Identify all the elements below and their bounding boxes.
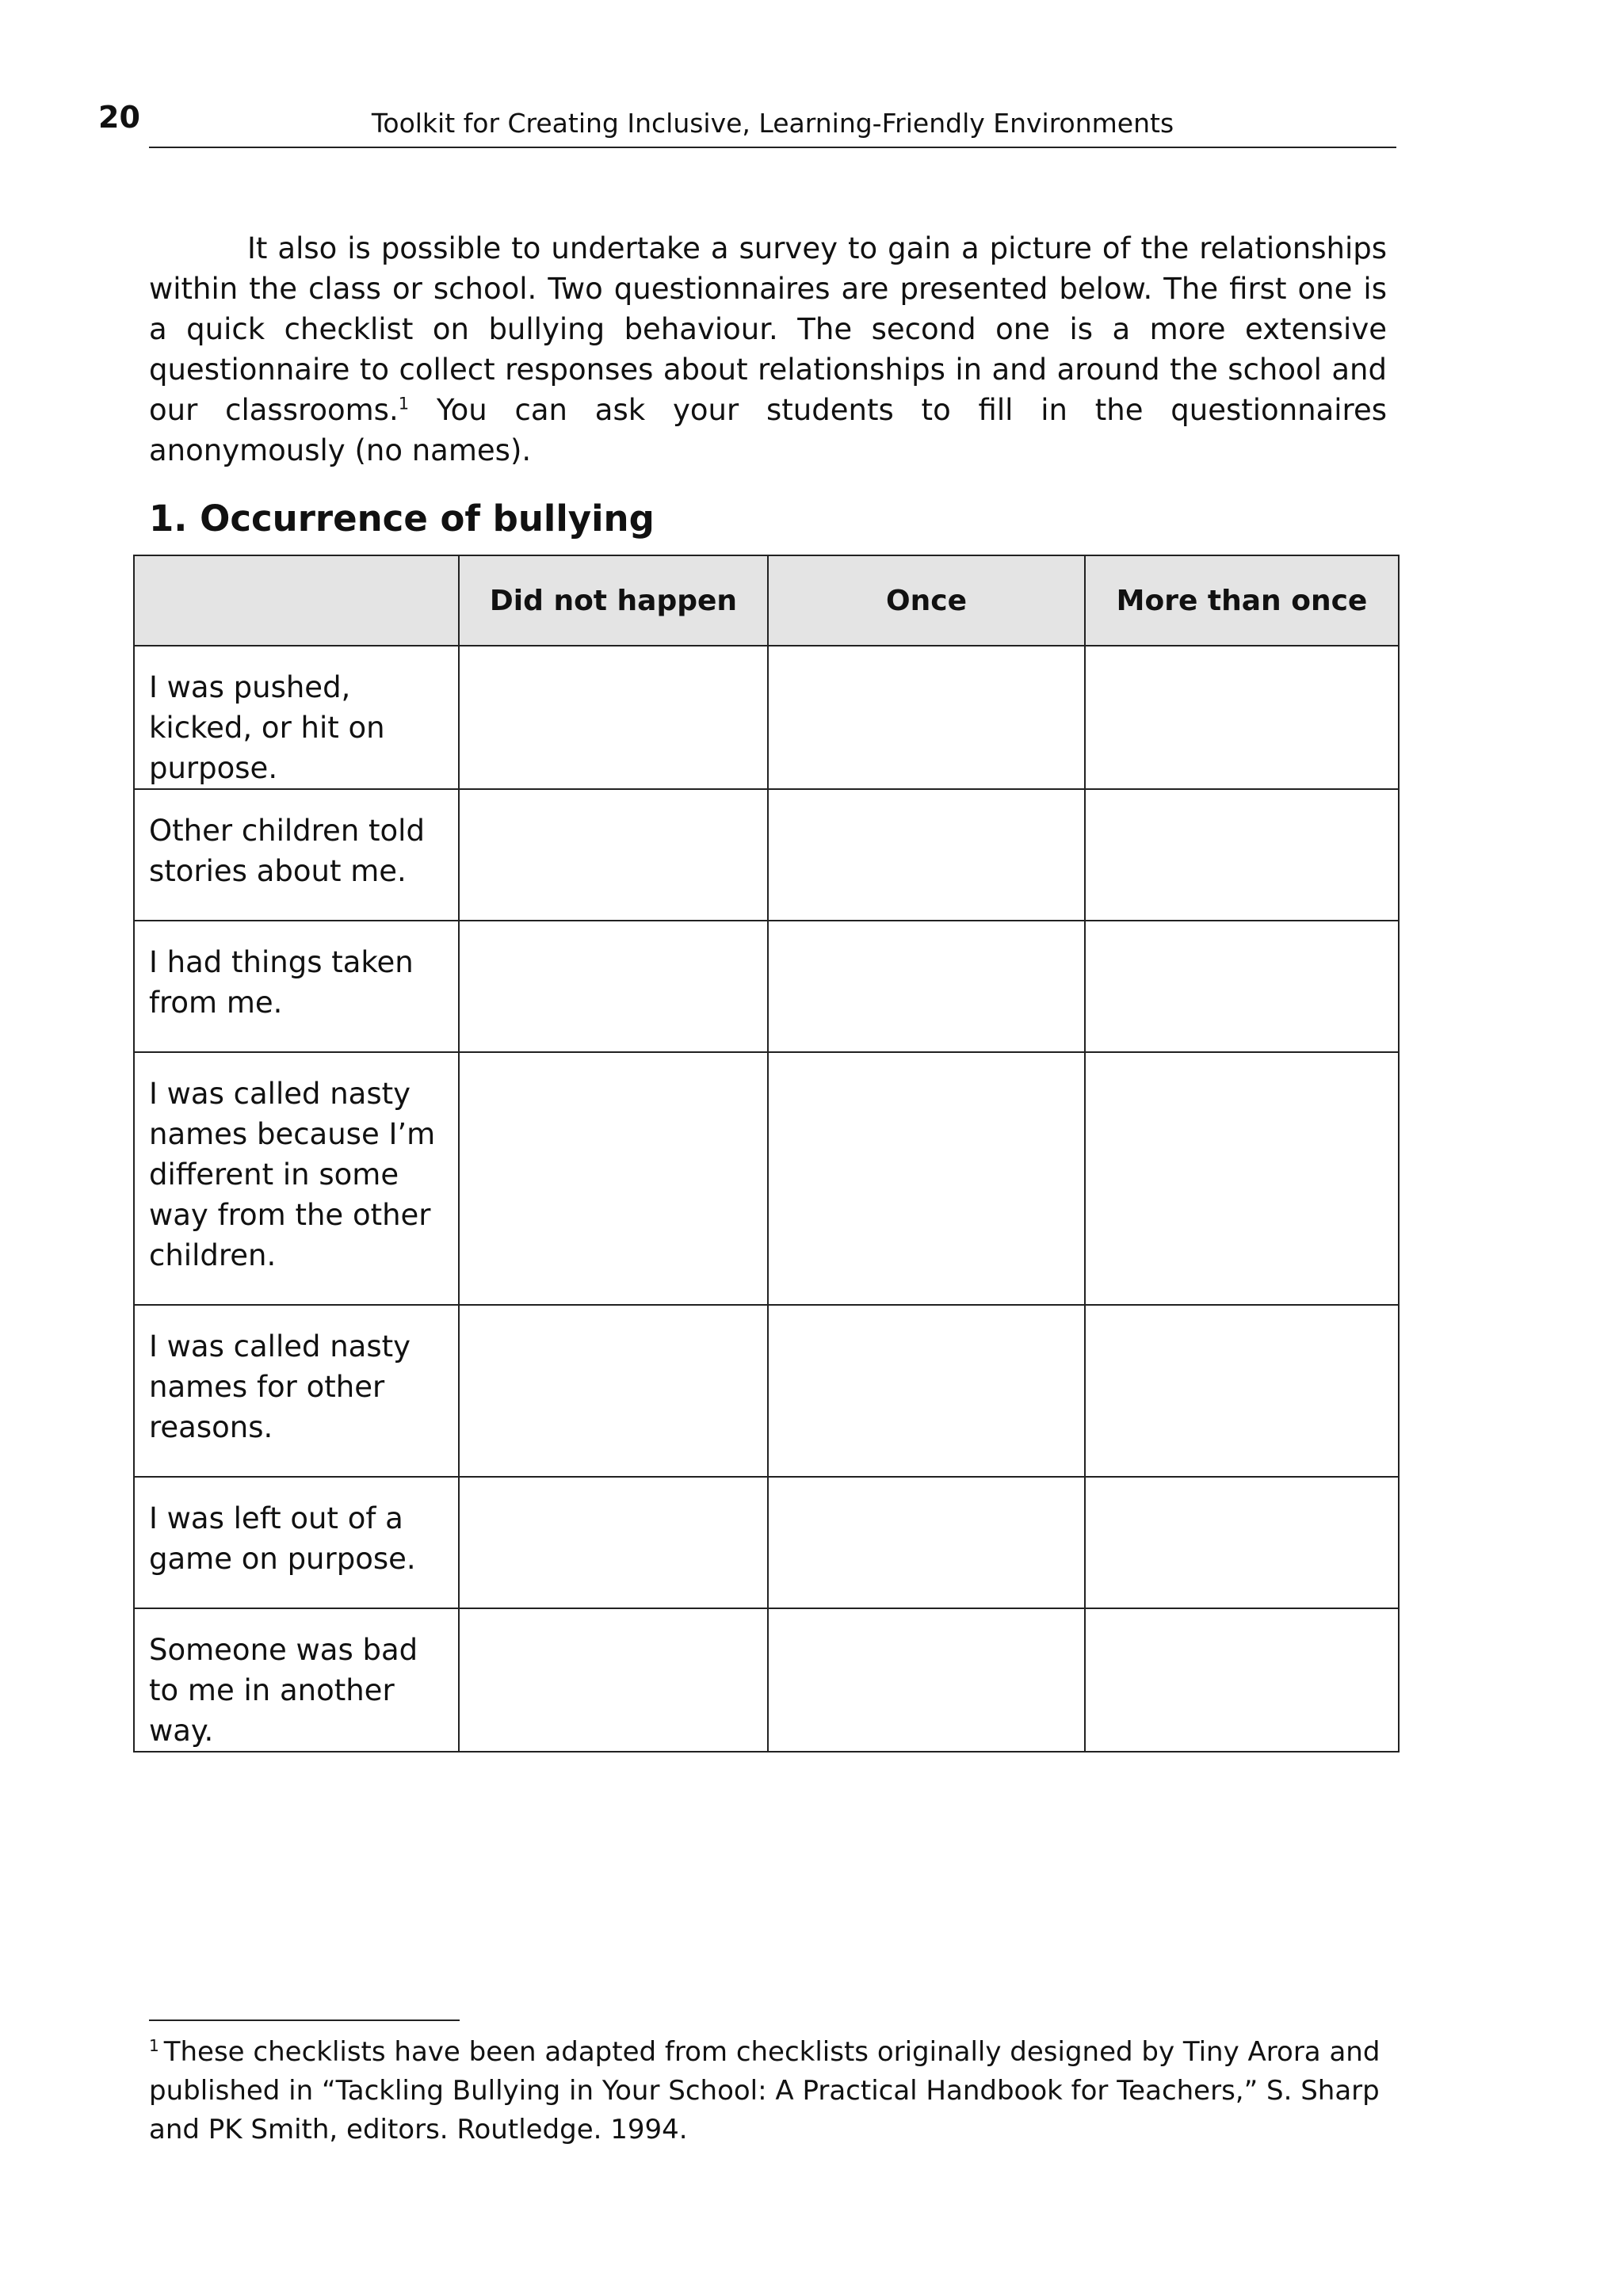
table-row xyxy=(134,646,1399,789)
intro-paragraph xyxy=(149,228,1387,471)
response-cell-once[interactable] xyxy=(768,1052,1085,1305)
response-cell-more-than-once[interactable] xyxy=(1085,921,1399,1052)
row-label: Other children told stories about me. xyxy=(134,789,459,921)
row-label: I was called nasty names because I’m different in some way from the other children. xyxy=(134,1052,459,1305)
response-cell-did-not-happen[interactable] xyxy=(459,1052,768,1305)
footnote-divider xyxy=(149,2019,460,2021)
response-cell-once[interactable] xyxy=(768,646,1085,789)
footnote-mark: 1 xyxy=(149,2035,159,2055)
intro-text-continued: You can ask your students to fill in the questionnaires anonymously (no names). xyxy=(149,393,1387,467)
bullying-checklist-table xyxy=(133,555,1400,1753)
section-heading: 1. Occurrence of bullying xyxy=(149,498,655,540)
table-row xyxy=(134,921,1399,1052)
intro-text: It also is possible to undertake a survey to gain a picture of the relationships within the class or school. Two questionnaires are presented below. The first one is a quick checklist on bullying behaviour. The second one is a more extensive questionnaire to collect responses about relationships in and around the school and our classrooms. xyxy=(149,231,1387,427)
response-cell-once[interactable] xyxy=(768,789,1085,921)
response-cell-more-than-once[interactable] xyxy=(1085,1477,1399,1608)
row-label: I had things taken from me. xyxy=(134,921,459,1052)
table-row xyxy=(134,1608,1399,1752)
response-cell-did-not-happen[interactable] xyxy=(459,1608,768,1752)
response-cell-did-not-happen[interactable] xyxy=(459,1477,768,1608)
footnote-text: These checklists have been adapted from checklists originally designed by Tiny Arora and published in “Tackling Bullying in Your School: A Practical Handbook for Teachers,” S. Sharp and PK Smith, editors. Routledge. 1994. xyxy=(149,2036,1381,2145)
response-cell-once[interactable] xyxy=(768,1608,1085,1752)
table-row xyxy=(134,1477,1399,1608)
table-row xyxy=(134,1305,1399,1477)
row-label: Someone was bad to me in another way. xyxy=(134,1608,459,1752)
running-header: Toolkit for Creating Inclusive, Learning-Friendly Environments xyxy=(149,108,1396,148)
row-label: I was called nasty names for other reasons. xyxy=(134,1305,459,1477)
response-cell-more-than-once[interactable] xyxy=(1085,646,1399,789)
row-label: I was pushed, kicked, or hit on purpose. xyxy=(134,646,459,789)
column-header-more-than-once: More than once xyxy=(1085,555,1399,646)
response-cell-did-not-happen[interactable] xyxy=(459,1305,768,1477)
table-row xyxy=(134,1052,1399,1305)
response-cell-once[interactable] xyxy=(768,1305,1085,1477)
footnote xyxy=(149,2033,1385,2149)
response-cell-once[interactable] xyxy=(768,921,1085,1052)
page-number: 20 xyxy=(98,100,140,135)
response-cell-did-not-happen[interactable] xyxy=(459,921,768,1052)
column-header-once: Once xyxy=(768,555,1085,646)
response-cell-once[interactable] xyxy=(768,1477,1085,1608)
response-cell-more-than-once[interactable] xyxy=(1085,1608,1399,1752)
response-cell-did-not-happen[interactable] xyxy=(459,789,768,921)
response-cell-more-than-once[interactable] xyxy=(1085,1305,1399,1477)
response-cell-more-than-once[interactable] xyxy=(1085,1052,1399,1305)
column-header-did-not-happen: Did not happen xyxy=(459,555,768,646)
table-row xyxy=(134,789,1399,921)
table-header-row xyxy=(134,555,1399,646)
row-label: I was left out of a game on purpose. xyxy=(134,1477,459,1608)
response-cell-more-than-once[interactable] xyxy=(1085,789,1399,921)
column-header-blank xyxy=(134,555,459,646)
response-cell-did-not-happen[interactable] xyxy=(459,646,768,789)
footnote-reference: 1 xyxy=(398,394,410,414)
